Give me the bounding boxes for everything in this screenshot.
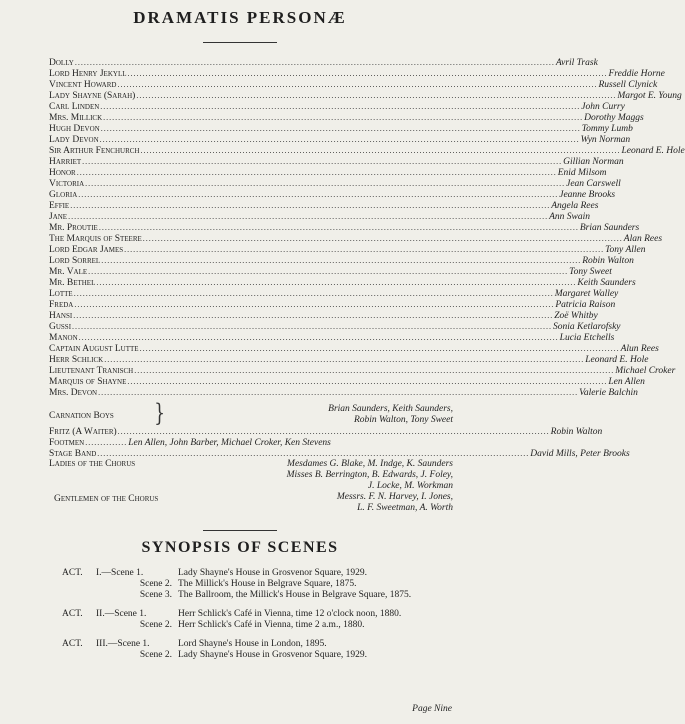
leader-dots: ................................................................................................................................................................ [98,388,579,397]
act-label [62,579,96,590]
cast-role: Stage Band [49,449,97,459]
cast-role: Jane [49,212,68,222]
cast-actor: Gillian Norman [563,157,624,167]
cast-role: Lord Sorrel [49,256,101,266]
leader-dots: ................................................................................................................................................................ [134,366,615,375]
scene-description: Lord Shayne's House in London, 1895. [178,639,327,649]
cast-row [49,123,633,134]
cast-row [49,222,640,233]
leader-dots: ................................................................................................................................................................ [100,102,581,111]
cast-role: Harriet [49,157,82,167]
leader-dots: ................................................................................................................................................................ [70,201,551,210]
cast-actor: John Curry [581,102,625,112]
cast-row [49,101,625,112]
leader-dots: ................................................................................................................................................................ [127,377,608,386]
ladies-chorus-line-2: Misses B. Berrington, B. Edwards, J. Foley, [286,470,453,480]
cast-actor: Zoë Whitby [554,311,598,321]
leader-dots: ................................................................................................................................................ [97,449,530,458]
cast-role: Mr. Vale [49,267,88,277]
scene-description: Lady Shayne's House in Grosvenor Square, 1929. [178,568,368,578]
leader-dots: ................................................................................................................................................ [117,427,550,436]
leader-dots: ................................................................................................................................................................ [88,267,569,276]
cast-actor: Jeanne Brooks [559,190,616,200]
cast-actor: Tony Allen [605,245,646,255]
cast-row [49,68,665,79]
cast-actor: Dorothy Maggs [584,113,644,123]
cast-role: Lady Devon [49,135,99,145]
cast-row [49,332,615,343]
cast-actor: Leonard E. Hole [585,355,649,365]
leader-dots: ................................................................................................................................................................ [101,256,582,265]
cast-role: Lord Edgar James [49,245,124,255]
leader-dots: ................................................................................................................................................................ [99,135,580,144]
leader-dots: ................................................................................................................................................................ [73,289,554,298]
cast-actor: Freddie Horne [608,69,665,79]
act-label [62,650,96,661]
scene-row [62,639,462,650]
cast-row [49,343,659,354]
cast-row [49,200,599,211]
cast-role: Hansi [49,311,73,321]
cast-role: Lord Henry Jekyll [49,69,127,79]
cast-role: Mr. Proutie [49,223,98,233]
cast-role: Sir Arthur Fenchurch [49,146,140,156]
leader-dots: ................................................................................................................................................................ [74,58,555,67]
ladies-chorus-role: Ladies of the Chorus [49,459,136,469]
leader-dots: ................................................................................................................................................................ [104,355,585,364]
scene-label: III.—Scene 1. [96,639,150,649]
leader-dots: ................................................................................................................................................................ [98,223,579,232]
scene-row [62,568,462,579]
cast-list [49,57,685,398]
cast-actor: Enid Milsom [557,168,607,178]
cast-row [49,134,631,145]
cast-actor: Avril Trask [555,58,598,68]
synopsis-of-scenes [62,568,462,669]
leader-dots: ................................................................................................................................................................ [127,69,608,78]
ladies-chorus-line-1: Mesdames G. Blake, M. Indge, K. Saunders [287,459,453,469]
gentlemen-chorus-role: Gentlemen of the Chorus [54,494,159,504]
leader-dots: ................................................................................................................................................................ [117,80,598,89]
cast-role: Herr Schlick [49,355,104,365]
act-block [62,609,462,631]
cast-row [49,156,624,167]
leader-dots: ................................................................................................................................................................ [72,322,553,331]
brace-icon: } [154,399,165,427]
stage-band-row [49,448,630,459]
scene-row [62,650,462,661]
cast-actor: Ann Swain [549,212,590,222]
cast-actor: Brian Saunders [579,223,640,233]
cast-actor: Patricia Raison [555,300,616,310]
carnation-boys-role: Carnation Boys [49,411,114,421]
cast-row [49,244,646,255]
scene-label: II.—Scene 1. [96,609,147,619]
cast-row [49,365,676,376]
leader-dots: .............. [85,438,128,447]
scene-label: Scene 3. [139,590,172,600]
act-block [62,639,462,661]
act-block [62,568,462,601]
cast-role: The Marquis of Steere [49,234,142,244]
leader-dots: ................................................................................................................................................................ [139,344,620,353]
section-rule [203,530,277,531]
cast-row [49,288,619,299]
leader-dots: ................................................................................................................................................................ [74,300,555,309]
scene-label: Scene 2. [139,650,172,660]
cast-row [49,376,645,387]
cast-row [49,189,616,200]
cast-row [49,145,685,156]
cast-role: Captain August Lutte [49,344,139,354]
leader-dots: ................................................................................................................................................................ [82,157,563,166]
cast-actor: Margot E. Young [617,91,682,101]
cast-role: Lotte [49,289,73,299]
act-label: ACT. [62,568,83,578]
cast-actor: Valerie Balchin [579,388,638,398]
leader-dots: ................................................................................................................................................................ [78,333,559,342]
cast-actor: David Mills, Peter Brooks [530,449,630,459]
scene-label: I.—Scene 1. [96,568,144,578]
cast-role: Mr. Bethel [49,278,96,288]
cast-heading: DRAMATIS PERSONÆ [133,8,347,27]
cast-actor: Len Allen [608,377,645,387]
scene-description: Herr Schlick's Café in Vienna, time 12 o'clock noon, 1880. [178,609,402,619]
cast-row [49,233,663,244]
cast-actor: Leonard E. Hole [621,146,685,156]
leader-dots: ................................................................................................................................................................ [103,113,584,122]
cast-role: Mrs. Millick [49,113,103,123]
cast-actor: Russell Clynick [598,80,658,90]
scene-row [62,609,462,620]
cast-actor: Len Allen, John Barber, Michael Croker, Ken Stevens [128,438,331,448]
cast-actor: Lucia Etchells [559,333,615,343]
cast-row [49,321,621,332]
act-label: ACT. [62,639,83,649]
cast-row [49,167,607,178]
cast-actor: Alan Rees [623,234,663,244]
cast-actor: Alun Rees [620,344,659,354]
cast-row [49,255,634,266]
cast-role: Victoria [49,179,85,189]
cast-role: Lady Shayne (Sarah) [49,91,136,101]
cast-role: Honor [49,168,76,178]
heading-rule [203,42,277,43]
cast-actor: Angela Rees [551,201,599,211]
cast-actor: Robin Walton [550,427,603,437]
page-number: Page Nine [412,704,452,714]
cast-actor: Robin Walton [582,256,634,266]
act-label [62,590,96,601]
cast-actor: Keith Saunders [577,278,636,288]
leader-dots: ................................................................................................................................................................ [124,245,605,254]
cast-role: Lieutenant Tranisch [49,366,134,376]
leader-dots: ................................................................................................................................................................ [76,168,557,177]
cast-row [49,57,598,68]
act-label [62,620,96,631]
cast-row [49,178,621,189]
synopsis-heading: SYNOPSIS OF SCENES [141,539,339,556]
cast-actor: Margaret Walley [554,289,619,299]
act-label: ACT. [62,609,83,619]
cast-row [49,79,658,90]
cast-row [49,299,616,310]
scene-label: Scene 2. [139,579,172,589]
cast-actor: Tony Sweet [569,267,612,277]
gentlemen-chorus-line-2: L. F. Sweetman, A. Worth [357,503,453,513]
scene-description: The Millick's House in Belgrave Square, 1875. [178,579,357,589]
cast-row [49,211,590,222]
cast-actor: Jean Carswell [566,179,621,189]
cast-row [49,112,644,123]
cast-role: Dolly [49,58,74,68]
scene-description: Lady Shayne's House in Grosvenor Square, 1929. [178,650,368,660]
cast-role: Hugh Devon [49,124,100,134]
cast-role: Marquis of Shayne [49,377,127,387]
scene-description: The Ballroom, the Millick's House in Belgrave Square, 1875. [178,590,412,600]
cast-row [49,310,598,321]
leader-dots: ................................................................................................................................................................ [100,124,581,133]
cast-row [49,387,638,398]
leader-dots: ................................................................................................................................................................ [140,146,621,155]
leader-dots: ................................................................................................................................................................ [73,311,554,320]
carnation-boys-line-2: Robin Walton, Tony Sweet [353,415,453,425]
leader-dots: ................................................................................................................................................................ [142,234,623,243]
scene-description: Herr Schlick's Café in Vienna, time 2 a.m., 1880. [178,620,365,630]
cast-role: Fritz (A Waiter) [49,427,117,437]
scene-row [62,590,462,601]
gentlemen-chorus-line-1: Messrs. F. N. Harvey, I. Jones, [336,492,453,502]
scene-row [62,620,462,631]
cast-role: Gussi [49,322,72,332]
cast-row [49,266,612,277]
carnation-boys-line-1: Brian Saunders, Keith Saunders, [328,404,453,414]
leader-dots: ................................................................................................................................................................ [85,179,566,188]
cast-row [49,277,636,288]
cast-role: Carl Linden [49,102,100,112]
cast-role: Effie [49,201,70,211]
cast-actor: Tommy Lumb [581,124,633,134]
cast-role: Manon [49,333,78,343]
cast-role: Footmen [49,438,85,448]
leader-dots: ................................................................................................................................................................ [96,278,577,287]
ladies-chorus-line-3: J. Locke, M. Workman [367,481,453,491]
leader-dots: ................................................................................................................................................................ [78,190,559,199]
scene-row [62,579,462,590]
scene-label: Scene 2. [139,620,172,630]
fritz-row [49,426,603,437]
cast-row [49,354,649,365]
cast-role: Vincent Howard [49,80,117,90]
leader-dots: ................................................................................................................................................................ [136,91,617,100]
cast-actor: Sonia Ketlarofsky [553,322,621,332]
leader-dots: ................................................................................................................................................................ [68,212,549,221]
cast-actor: Michael Croker [615,366,676,376]
cast-row [49,90,682,101]
cast-actor: Wyn Norman [580,135,631,145]
cast-role: Mrs. Devon [49,388,98,398]
cast-role: Gloria [49,190,78,200]
footmen-row [49,437,453,448]
cast-role: Freda [49,300,74,310]
